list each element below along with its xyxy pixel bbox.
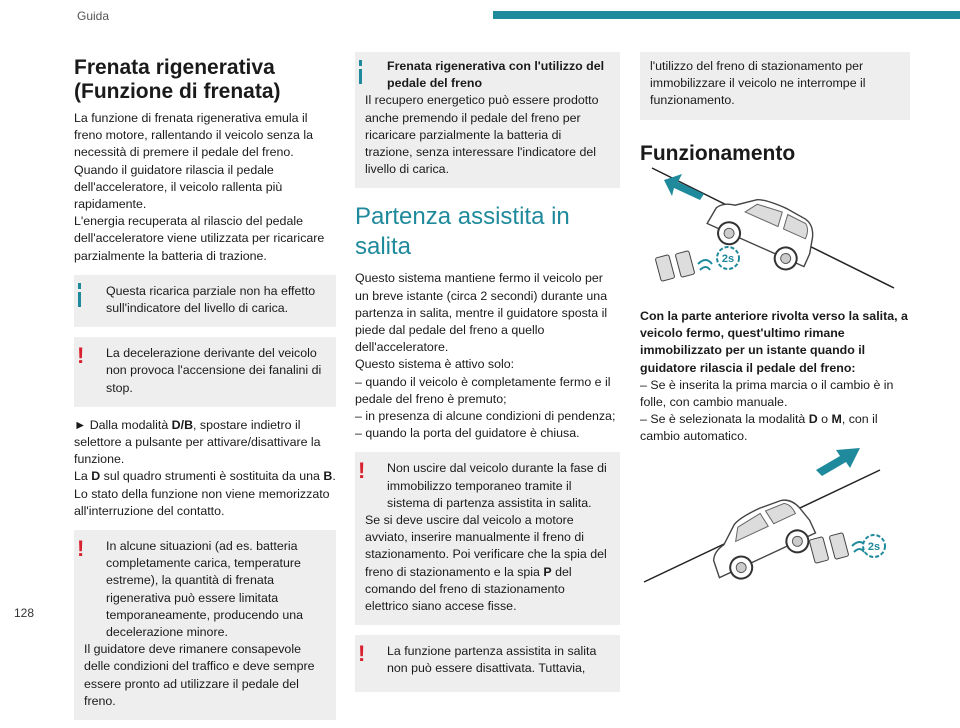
list-item: – quando la porta del guidatore è chiusa. [355,426,580,441]
info-icon-stem [359,69,362,84]
warning-box-continued [640,52,910,120]
paragraph: La funzione di frenata rigenerativa emula il freno motore, rallentando il veicolo senza la necessità di premere il pedale del freno. Quando il guidatore rilascia il pedale dell'acceleratore, il veicolo rallenta più rapidamente. [74,111,313,212]
timer-icon [863,535,885,557]
warning-text: Se si deve uscire dal veicolo a motore avviato, inserire manualmente il freno di stazionamento. Poi verificare che la spia del freno di stazionamento e la spia P del comando del freno di stazionamento elettrico siano accese fisse. [365,513,607,614]
paragraph: Questo sistema è attivo solo: [355,357,515,372]
info-icon [359,60,362,66]
info-box [74,275,336,327]
paragraph: Questo sistema mantiene fermo il veicolo per un breve istante (circa 2 secondi) durante una partenza in salita, mentre il guidatore sposta il piede dal pedale del freno a quello dell'acceleratore. [355,271,608,355]
pedals-icon [655,251,712,282]
column-3 [640,52,910,178]
warning-box [74,530,336,720]
page-number: 128 [14,606,35,620]
funzionamento-text [640,308,910,446]
warning-box [74,337,336,407]
arrow-up-left-icon [664,174,704,200]
arrow-up-right-icon [816,448,860,476]
section-title-partenza: Partenza assistita in salita [355,203,570,261]
paragraph: L'energia recuperata al rilascio del pedale dell'acceleratore viene utilizzata per ricaricare parzialmente la batteria di trazione. [74,214,325,263]
list-item: – in presenza di alcune condizioni di pendenza; [355,409,616,424]
info-icon [78,283,81,289]
warning-icon: ! [358,641,366,667]
hill-start-illustration-2 [640,440,910,588]
list-item: – Se è inserita la prima marcia o il cambio è in folle, con cambio manuale. [640,377,894,410]
svg-text:2s: 2s [721,253,735,265]
svg-text:2s: 2s [867,541,881,553]
warning-text: La decelerazione derivante del veicolo non provoca l'accensione dei fanalini di stop. [106,346,322,395]
pedals-icon [809,533,866,564]
info-text: Il recupero energetico può essere prodotto anche premendo il pedale del freno per ricaricare parzialmente la batteria di trazione, senza interessare l'indicatore del livello di carica. [365,93,599,177]
warning-text: Il guidatore deve rimanere consapevole delle condizioni del traffico e deve sempre essere pronto ad utilizzare il pedale del freno. [84,642,315,708]
section-title-funzionamento: Funzionamento [640,141,796,165]
section-title-frenata: Frenata rigenerativa (Funzione di frenata) [74,56,281,103]
warning-text: l'utilizzo del freno di stazionamento per immobilizzare il veicolo ne interrompe il funzionamento. [650,59,866,108]
warning-icon: ! [77,536,85,562]
paragraph: La D sul quadro strumenti è sostituita da una B. [74,469,336,484]
bold-intro: Con la parte anteriore rivolta verso la salita, a veicolo fermo, quest'ultimo rimane immobilizzato per un istante quando il guidatore rilascia il pedale del freno: [640,309,908,375]
column-2 [355,52,620,700]
info-title: Frenata rigenerativa con l'utilizzo del pedale del freno [387,59,605,91]
warning-icon: ! [358,458,366,484]
warning-text: La funzione partenza assistita in salita non può essere disattivata. Tuttavia, [387,644,597,676]
list-item: – Se è selezionata la modalità D o M, con il cambio automatico. [640,412,878,444]
running-header: Guida [77,9,110,23]
info-text: Questa ricarica parziale non ha effetto sull'indicatore del livello di carica. [106,283,316,316]
paragraph: Lo stato della funzione non viene memorizzato all'interruzione del contatto. [74,486,330,518]
column-1 [74,52,336,728]
step-paragraph: ► Dalla modalità D/B, spostare indietro il selettore a pulsante per attivare/disattivare la funzione. [74,417,321,467]
warning-box [355,452,620,625]
warning-text: Non uscire dal veicolo durante la fase di immobilizzo temporaneo tramite il sistema di partenza assistita in salita. [387,461,607,510]
timer-icon [717,247,739,269]
warning-box [355,635,620,691]
warning-text: In alcune situazioni (ad es. batteria completamente carica, temperature estreme), la quantità di frenata rigenerativa può essere limitata temporaneamente, producendo una decelerazione minore. [106,539,304,640]
list-item: – quando il veicolo è completamente fermo e il pedale del freno è premuto; [355,374,611,406]
info-box [355,52,620,188]
hill-start-illustration-1 [648,160,918,300]
car-icon [700,491,820,587]
info-icon-stem [78,292,81,307]
header-accent-bar [493,11,960,19]
warning-icon: ! [77,343,85,369]
